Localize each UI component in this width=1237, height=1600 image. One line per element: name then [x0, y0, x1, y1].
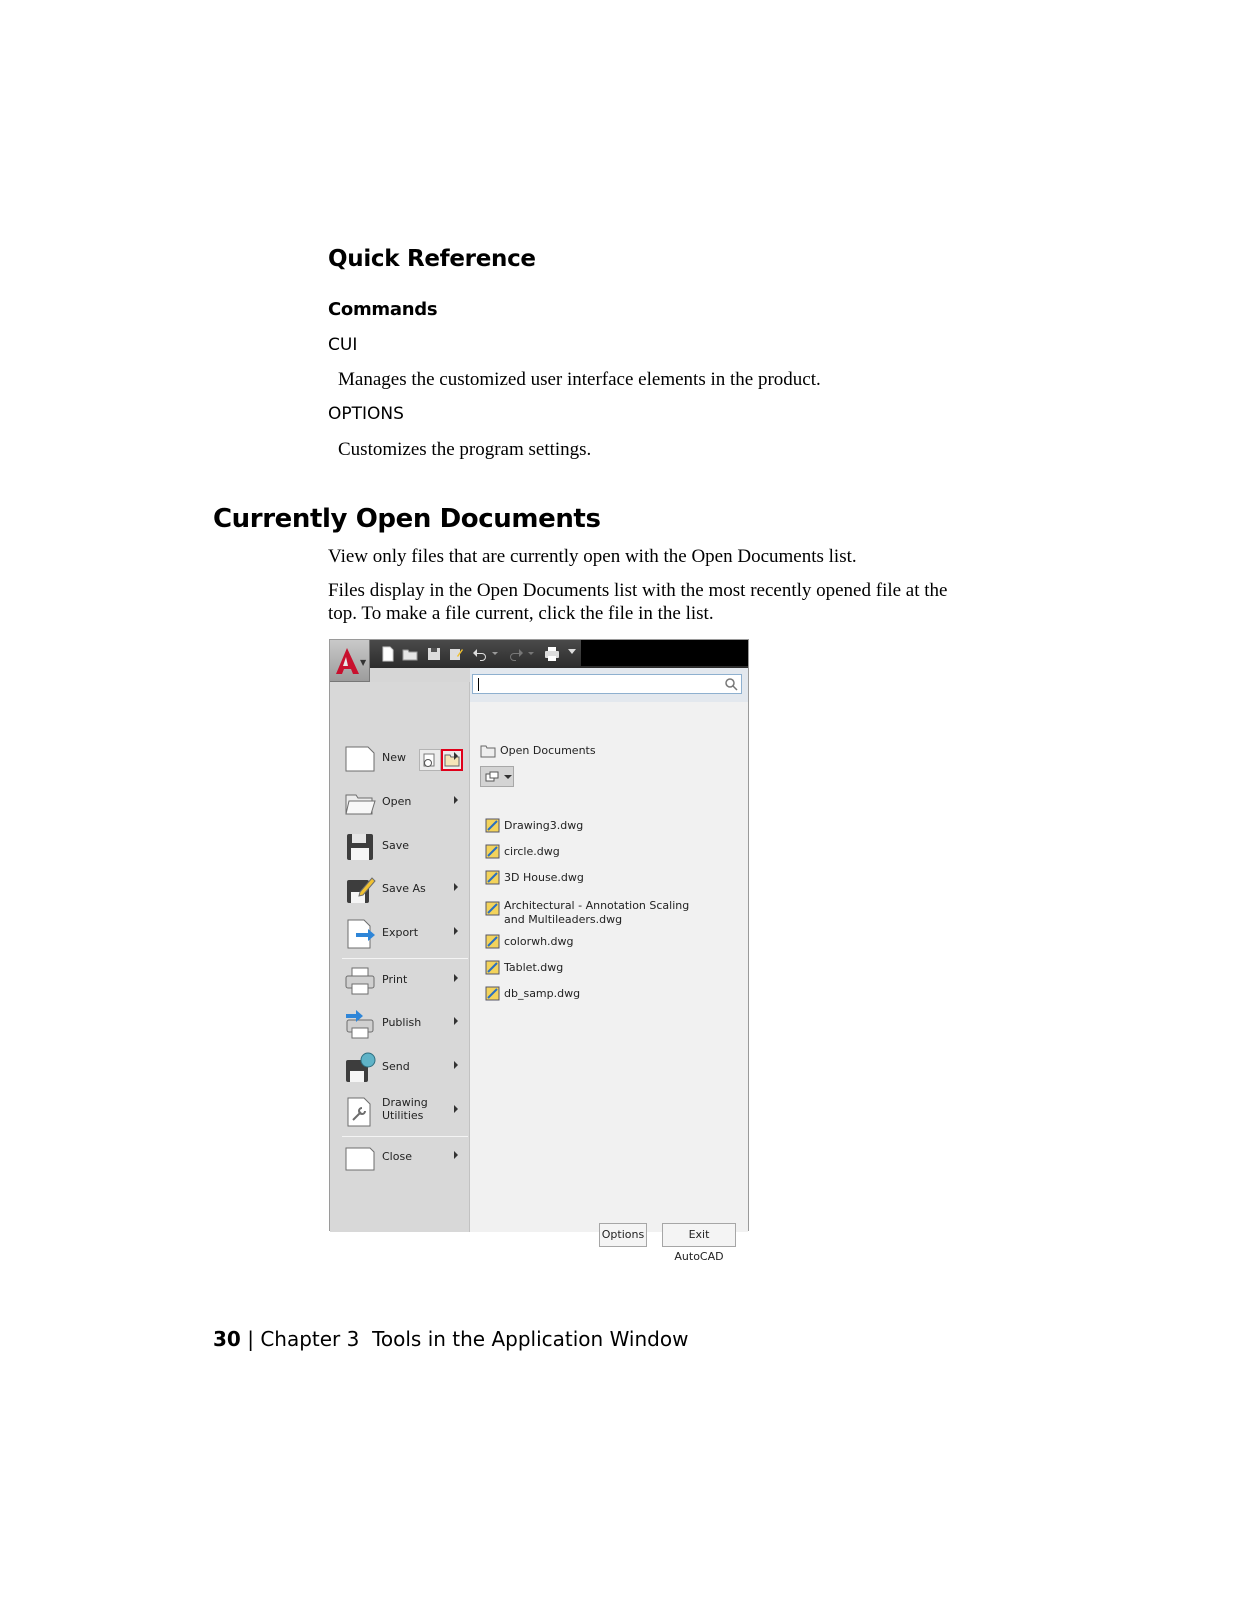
save-icon[interactable] [426, 646, 442, 662]
application-button[interactable] [330, 640, 370, 682]
search-band [470, 668, 748, 702]
menu-item-label: Send [382, 1060, 410, 1073]
dwg-file-icon [485, 934, 500, 949]
page-number: 30 [213, 1327, 241, 1351]
title-bar [581, 640, 748, 666]
menu-item-label: Close [382, 1150, 412, 1163]
menu-item-label: Open [382, 795, 412, 808]
submenu-arrow-icon [454, 974, 458, 982]
menu-item-label: Save As [382, 882, 426, 895]
submenu-arrow-icon [454, 1151, 458, 1159]
view-options-dropdown[interactable] [480, 766, 514, 787]
submenu-arrow-icon [454, 1017, 458, 1025]
quick-access-toolbar [330, 640, 748, 668]
submenu-arrow-icon [454, 796, 458, 804]
submenu-arrow-icon [454, 752, 458, 760]
printer-icon [344, 965, 376, 997]
save-disk-icon [344, 831, 376, 863]
new-file-icon[interactable] [380, 646, 396, 662]
text-cursor [478, 678, 479, 691]
save-as-icon [344, 874, 376, 906]
section-heading: Currently Open Documents [213, 504, 601, 534]
new-document-icon [344, 743, 376, 775]
customize-toolbar-arrow[interactable] [568, 649, 576, 654]
exit-autocad-button[interactable]: Exit AutoCAD [662, 1223, 736, 1247]
dwg-file-icon [485, 986, 500, 1001]
page-footer [213, 1327, 688, 1351]
menu-item-new[interactable] [342, 739, 466, 779]
document-name: Drawing3.dwg [504, 819, 584, 832]
document-name: 3D House.dwg [504, 871, 584, 884]
menu-item-save[interactable] [342, 827, 466, 867]
redo-dropdown-arrow[interactable] [528, 652, 534, 655]
open-folder-icon [480, 745, 496, 758]
dwg-file-icon [485, 844, 500, 859]
redo-icon[interactable] [508, 646, 524, 662]
submenu-arrow-icon [454, 883, 458, 891]
application-menu [330, 682, 470, 1232]
dwg-file-icon [485, 870, 500, 885]
menu-item-label: New [382, 751, 406, 764]
close-document-icon [344, 1142, 376, 1174]
command-description: Customizes the program settings. [338, 439, 592, 460]
application-button-arrow-icon: ▼ [360, 658, 367, 667]
options-button[interactable]: Options [599, 1223, 647, 1247]
open-documents-label: Open Documents [500, 744, 596, 757]
documents-pane [470, 668, 748, 1263]
command-name: CUI [328, 335, 358, 355]
menu-item-open[interactable] [342, 783, 466, 823]
plot-icon[interactable] [544, 646, 560, 662]
dwg-file-icon [485, 901, 500, 916]
document-name: colorwh.dwg [504, 935, 574, 948]
search-input[interactable] [472, 674, 742, 694]
send-icon [344, 1052, 376, 1084]
menu-divider [342, 1136, 468, 1137]
document-name: Architectural - Annotation Scaling and Multileaders.dwg [504, 899, 690, 926]
document-name: db_samp.dwg [504, 987, 581, 1000]
menu-item-label: Export [382, 926, 419, 939]
drawing-utilities-icon [344, 1096, 376, 1128]
menu-divider [342, 958, 468, 959]
body-paragraph: Files display in the Open Documents list with the most recently opened file at the top. To make a file current, click the file in the list. [328, 580, 948, 624]
dwg-file-icon [485, 818, 500, 833]
menu-item-publish[interactable] [342, 1004, 466, 1044]
menu-item-label: Publish [382, 1016, 422, 1029]
quick-reference-heading: Quick Reference [328, 246, 536, 272]
submenu-arrow-icon [454, 1061, 458, 1069]
body-paragraph: View only files that are currently open with the Open Documents list. [328, 546, 857, 567]
view-icon [485, 771, 499, 782]
chapter-number: Chapter 3 [260, 1327, 360, 1351]
document-name: circle.dwg [504, 845, 560, 858]
submenu-arrow-icon [454, 927, 458, 935]
menu-item-save-as[interactable] [342, 870, 466, 910]
open-folder-icon [344, 787, 376, 819]
command-description: Manages the customized user interface elements in the product. [338, 369, 821, 390]
menu-item-print[interactable] [342, 961, 466, 1001]
save-as-icon[interactable] [448, 646, 464, 662]
commands-heading: Commands [328, 299, 438, 320]
publish-icon [344, 1008, 376, 1040]
search-icon[interactable] [724, 677, 738, 691]
menu-item-label: Drawing Utilities [382, 1096, 428, 1122]
dwg-file-icon [485, 960, 500, 975]
chapter-title: Tools in the Application Window [372, 1327, 689, 1351]
menu-item-label: Save [382, 839, 410, 852]
chevron-down-icon [504, 775, 512, 779]
application-menu-screenshot [329, 639, 749, 1263]
export-icon [344, 918, 376, 950]
open-folder-icon[interactable] [402, 646, 418, 662]
footer-separator: | [247, 1327, 254, 1351]
undo-icon[interactable] [472, 646, 488, 662]
autocad-logo-icon [334, 646, 360, 676]
document-name: Tablet.dwg [504, 961, 564, 974]
menu-item-export[interactable] [342, 914, 466, 954]
submenu-arrow-icon [454, 1105, 458, 1113]
menu-item-close[interactable] [342, 1138, 466, 1178]
undo-dropdown-arrow[interactable] [492, 652, 498, 655]
command-name: OPTIONS [328, 404, 404, 424]
menu-item-label: Print [382, 973, 408, 986]
menu-item-send[interactable] [342, 1048, 466, 1088]
menu-item-drawing-utilities[interactable] [342, 1092, 466, 1132]
